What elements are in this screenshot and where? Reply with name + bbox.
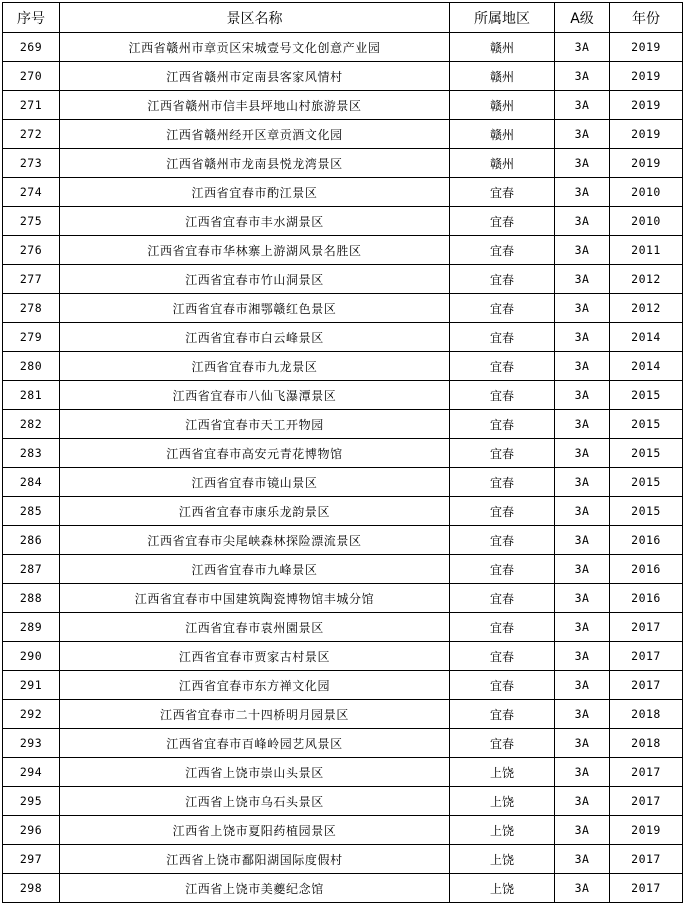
table-row <box>3 352 683 381</box>
cell-region: 宜春 <box>450 584 555 613</box>
cell-serial: 272 <box>3 120 60 149</box>
cell-scenic-name: 江西省上饶市崇山头景区 <box>60 758 450 787</box>
cell-year: 2015 <box>610 497 683 526</box>
cell-scenic-name: 江西省赣州市龙南县悦龙湾景区 <box>60 149 450 178</box>
cell-year: 2010 <box>610 207 683 236</box>
header-year: 年份 <box>610 3 683 33</box>
cell-region: 宜春 <box>450 178 555 207</box>
cell-serial: 296 <box>3 816 60 845</box>
cell-region: 宜春 <box>450 468 555 497</box>
cell-serial: 274 <box>3 178 60 207</box>
cell-scenic-name: 江西省宜春市镜山景区 <box>60 468 450 497</box>
table-row <box>3 642 683 671</box>
cell-scenic-name: 江西省上饶市鄱阳湖国际度假村 <box>60 845 450 874</box>
cell-year: 2017 <box>610 642 683 671</box>
cell-scenic-name: 江西省宜春市八仙飞瀑潭景区 <box>60 381 450 410</box>
cell-region: 赣州 <box>450 62 555 91</box>
table-row <box>3 787 683 816</box>
cell-grade: 3A <box>555 758 610 787</box>
cell-scenic-name: 江西省宜春市袁州園景区 <box>60 613 450 642</box>
cell-region: 宜春 <box>450 323 555 352</box>
table-row <box>3 497 683 526</box>
table-row <box>3 91 683 120</box>
cell-grade: 3A <box>555 352 610 381</box>
cell-scenic-name: 江西省宜春市百峰岭园艺风景区 <box>60 729 450 758</box>
table-row <box>3 845 683 874</box>
cell-serial: 287 <box>3 555 60 584</box>
cell-grade: 3A <box>555 787 610 816</box>
cell-scenic-name: 江西省赣州市定南县客家风情村 <box>60 62 450 91</box>
cell-year: 2011 <box>610 236 683 265</box>
table-row <box>3 874 683 903</box>
table-row <box>3 323 683 352</box>
header-scenic-name: 景区名称 <box>60 3 450 33</box>
cell-year: 2019 <box>610 816 683 845</box>
cell-year: 2014 <box>610 323 683 352</box>
cell-year: 2015 <box>610 410 683 439</box>
header-region: 所属地区 <box>450 3 555 33</box>
table-row <box>3 613 683 642</box>
table-row <box>3 120 683 149</box>
cell-region: 上饶 <box>450 787 555 816</box>
cell-year: 2019 <box>610 62 683 91</box>
cell-scenic-name: 江西省上饶市夏阳药植园景区 <box>60 816 450 845</box>
cell-scenic-name: 江西省宜春市九龙景区 <box>60 352 450 381</box>
cell-region: 宜春 <box>450 497 555 526</box>
cell-grade: 3A <box>555 642 610 671</box>
table-row <box>3 439 683 468</box>
cell-region: 宜春 <box>450 381 555 410</box>
cell-region: 赣州 <box>450 91 555 120</box>
cell-serial: 271 <box>3 91 60 120</box>
cell-region: 宜春 <box>450 352 555 381</box>
cell-grade: 3A <box>555 91 610 120</box>
cell-region: 宜春 <box>450 642 555 671</box>
cell-scenic-name: 江西省宜春市竹山洞景区 <box>60 265 450 294</box>
cell-grade: 3A <box>555 816 610 845</box>
cell-region: 宜春 <box>450 439 555 468</box>
header-grade: A级 <box>555 3 610 33</box>
cell-grade: 3A <box>555 33 610 62</box>
cell-scenic-name: 江西省宜春市二十四桥明月园景区 <box>60 700 450 729</box>
cell-year: 2019 <box>610 91 683 120</box>
cell-year: 2017 <box>610 613 683 642</box>
cell-region: 宜春 <box>450 265 555 294</box>
cell-grade: 3A <box>555 526 610 555</box>
cell-serial: 293 <box>3 729 60 758</box>
cell-grade: 3A <box>555 410 610 439</box>
cell-serial: 282 <box>3 410 60 439</box>
cell-grade: 3A <box>555 62 610 91</box>
cell-region: 赣州 <box>450 33 555 62</box>
cell-grade: 3A <box>555 613 610 642</box>
cell-scenic-name: 江西省宜春市天工开物园 <box>60 410 450 439</box>
table-row <box>3 584 683 613</box>
table-row <box>3 62 683 91</box>
table-header-row <box>3 3 683 33</box>
table-row <box>3 816 683 845</box>
cell-year: 2012 <box>610 294 683 323</box>
cell-scenic-name: 江西省宜春市尖尾峡森林探险漂流景区 <box>60 526 450 555</box>
cell-scenic-name: 江西省赣州市信丰县坪地山村旅游景区 <box>60 91 450 120</box>
table-row <box>3 410 683 439</box>
cell-grade: 3A <box>555 845 610 874</box>
cell-grade: 3A <box>555 149 610 178</box>
cell-grade: 3A <box>555 120 610 149</box>
cell-grade: 3A <box>555 265 610 294</box>
cell-serial: 292 <box>3 700 60 729</box>
cell-grade: 3A <box>555 236 610 265</box>
cell-year: 2016 <box>610 584 683 613</box>
cell-serial: 279 <box>3 323 60 352</box>
cell-year: 2017 <box>610 758 683 787</box>
cell-grade: 3A <box>555 874 610 903</box>
cell-scenic-name: 江西省宜春市东方禅文化园 <box>60 671 450 700</box>
table-row <box>3 236 683 265</box>
cell-scenic-name: 江西省宜春市白云峰景区 <box>60 323 450 352</box>
cell-grade: 3A <box>555 178 610 207</box>
cell-serial: 277 <box>3 265 60 294</box>
cell-grade: 3A <box>555 207 610 236</box>
cell-region: 宜春 <box>450 729 555 758</box>
cell-region: 赣州 <box>450 149 555 178</box>
cell-region: 上饶 <box>450 874 555 903</box>
cell-region: 上饶 <box>450 845 555 874</box>
cell-region: 宜春 <box>450 236 555 265</box>
cell-grade: 3A <box>555 323 610 352</box>
cell-scenic-name: 江西省宜春市中国建筑陶瓷博物馆丰城分馆 <box>60 584 450 613</box>
cell-serial: 281 <box>3 381 60 410</box>
table-row <box>3 178 683 207</box>
cell-year: 2015 <box>610 381 683 410</box>
cell-serial: 289 <box>3 613 60 642</box>
cell-scenic-name: 江西省赣州市章贡区宋城壹号文化创意产业园 <box>60 33 450 62</box>
table-row <box>3 700 683 729</box>
cell-region: 宜春 <box>450 671 555 700</box>
table-row <box>3 294 683 323</box>
cell-serial: 288 <box>3 584 60 613</box>
cell-grade: 3A <box>555 294 610 323</box>
cell-year: 2017 <box>610 845 683 874</box>
table-row <box>3 149 683 178</box>
cell-year: 2019 <box>610 120 683 149</box>
cell-scenic-name: 江西省宜春市九峰景区 <box>60 555 450 584</box>
cell-serial: 283 <box>3 439 60 468</box>
cell-region: 上饶 <box>450 758 555 787</box>
table-row <box>3 265 683 294</box>
cell-grade: 3A <box>555 671 610 700</box>
cell-scenic-name: 江西省宜春市酌江景区 <box>60 178 450 207</box>
cell-region: 宜春 <box>450 526 555 555</box>
cell-scenic-name: 江西省宜春市高安元青花博物馆 <box>60 439 450 468</box>
cell-serial: 295 <box>3 787 60 816</box>
cell-year: 2016 <box>610 526 683 555</box>
cell-grade: 3A <box>555 729 610 758</box>
cell-region: 宜春 <box>450 555 555 584</box>
table-row <box>3 555 683 584</box>
header-serial: 序号 <box>3 3 60 33</box>
cell-year: 2017 <box>610 874 683 903</box>
cell-year: 2015 <box>610 468 683 497</box>
table-row <box>3 526 683 555</box>
table-row <box>3 207 683 236</box>
cell-serial: 290 <box>3 642 60 671</box>
cell-grade: 3A <box>555 468 610 497</box>
table-row <box>3 758 683 787</box>
cell-scenic-name: 江西省上饶市美夔纪念馆 <box>60 874 450 903</box>
cell-region: 赣州 <box>450 120 555 149</box>
cell-year: 2018 <box>610 700 683 729</box>
cell-region: 宜春 <box>450 294 555 323</box>
cell-serial: 297 <box>3 845 60 874</box>
cell-grade: 3A <box>555 497 610 526</box>
scenic-area-table <box>2 2 683 903</box>
cell-serial: 284 <box>3 468 60 497</box>
cell-serial: 269 <box>3 33 60 62</box>
cell-region: 上饶 <box>450 816 555 845</box>
cell-year: 2010 <box>610 178 683 207</box>
cell-serial: 294 <box>3 758 60 787</box>
cell-serial: 298 <box>3 874 60 903</box>
cell-scenic-name: 江西省宜春市湘鄂赣红色景区 <box>60 294 450 323</box>
cell-year: 2017 <box>610 671 683 700</box>
table-body <box>3 33 683 903</box>
table-row <box>3 381 683 410</box>
cell-serial: 285 <box>3 497 60 526</box>
cell-grade: 3A <box>555 439 610 468</box>
cell-serial: 291 <box>3 671 60 700</box>
table-row <box>3 729 683 758</box>
cell-grade: 3A <box>555 584 610 613</box>
cell-year: 2019 <box>610 149 683 178</box>
cell-scenic-name: 江西省上饶市乌石头景区 <box>60 787 450 816</box>
cell-serial: 278 <box>3 294 60 323</box>
cell-scenic-name: 江西省宜春市贾家古村景区 <box>60 642 450 671</box>
cell-scenic-name: 江西省宜春市丰水湖景区 <box>60 207 450 236</box>
cell-grade: 3A <box>555 700 610 729</box>
table-row <box>3 468 683 497</box>
table-row <box>3 671 683 700</box>
cell-grade: 3A <box>555 555 610 584</box>
cell-scenic-name: 江西省赣州经开区章贡酒文化园 <box>60 120 450 149</box>
table-row <box>3 33 683 62</box>
cell-year: 2015 <box>610 439 683 468</box>
cell-grade: 3A <box>555 381 610 410</box>
cell-year: 2014 <box>610 352 683 381</box>
cell-scenic-name: 江西省宜春市康乐龙韵景区 <box>60 497 450 526</box>
cell-serial: 286 <box>3 526 60 555</box>
cell-region: 宜春 <box>450 613 555 642</box>
cell-year: 2017 <box>610 787 683 816</box>
cell-serial: 276 <box>3 236 60 265</box>
cell-year: 2018 <box>610 729 683 758</box>
cell-serial: 273 <box>3 149 60 178</box>
cell-region: 宜春 <box>450 410 555 439</box>
cell-region: 宜春 <box>450 700 555 729</box>
cell-serial: 280 <box>3 352 60 381</box>
cell-region: 宜春 <box>450 207 555 236</box>
cell-year: 2012 <box>610 265 683 294</box>
scenic-area-table-container <box>2 2 683 903</box>
cell-year: 2016 <box>610 555 683 584</box>
cell-serial: 275 <box>3 207 60 236</box>
cell-scenic-name: 江西省宜春市华林寨上游湖风景名胜区 <box>60 236 450 265</box>
cell-serial: 270 <box>3 62 60 91</box>
cell-year: 2019 <box>610 33 683 62</box>
